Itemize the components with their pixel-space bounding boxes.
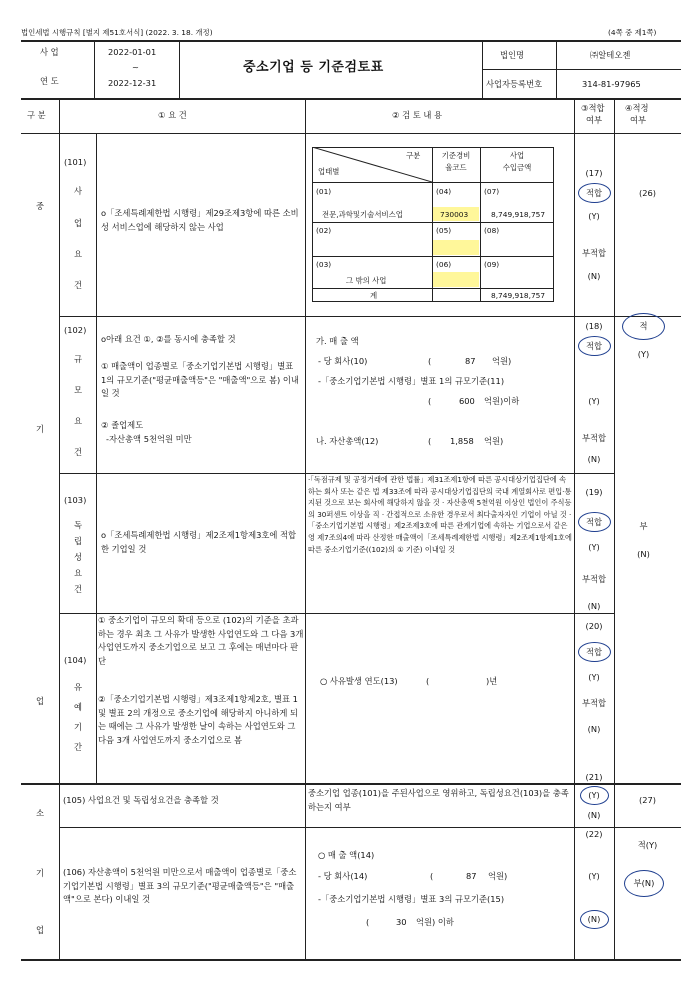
r103-fit-y: (Y) <box>588 542 600 552</box>
r104-fit-y: (Y) <box>588 672 600 682</box>
table-total-label: 계 <box>370 291 378 300</box>
r101-name-char: 사 <box>74 186 83 196</box>
r101-name-char: 요 <box>74 249 83 259</box>
inner-grid-line <box>312 182 554 183</box>
col-header-bottom <box>21 133 681 134</box>
r103-review: ·「독점규제 및 공정거래에 관한 법률」제31조제1항에 따른 공시대상기업집단에 속하는 회사 또는 같은 법 제33조에 따라 공시대상기업집단의 국내 계열회사로 편입·통지된 것으로 보는 회사에 해당하지 않을 것 · 자산총액 5천억원 이상인 법인이 주식등의 30퍼센트 이상을 직 · 간접적으로 소유한 경우로서 최다출자자인 기업이 아닐 것 ·「중소기업기본법 시행령」제2조제3호에 따른 관계기업에 속하는 기업으로서 같은 영 제7조의4에 따라 산정한 매출액이「조세특례제한법 시행령」제2조제1항제1호에 따른 중소기업기준((102)의 ① 기준) 이내일 것 <box>308 475 572 554</box>
r101-unfit-n: (N) <box>587 271 601 281</box>
r106-sales-value: 87 <box>466 871 477 881</box>
col-category: 구 분 <box>27 110 46 120</box>
header-top-border <box>21 40 681 42</box>
r105-fit-y: (Y) <box>588 790 600 800</box>
r104-unfit: 부적합 <box>581 698 607 708</box>
row-line <box>21 783 681 785</box>
r104-name-char: 예 <box>74 702 83 712</box>
r106-fit-y: (Y) <box>588 871 600 881</box>
r103-fit: 적합 <box>585 517 603 527</box>
r106-review: 억원) <box>488 871 508 881</box>
period-start: 2022-01-01 <box>108 47 157 57</box>
table-cell: (05) <box>436 226 452 235</box>
r106-review: ( <box>430 871 434 881</box>
r103-requirement: o「조세특례제한법 시행령」제2조제1항제3호에 적합한 기업일 것 <box>101 530 297 554</box>
r103-name-char: 독 <box>74 520 83 530</box>
r102-fit-y: (Y) <box>588 396 600 406</box>
table-cell: 전문,과학및기술서비스업 <box>322 210 403 219</box>
col-requirement: ① 요 건 <box>158 110 187 120</box>
r101-requirement: o「조세특례제한법 시행령」제29조제3항에 따른 소비성 서비스업에 해당하지 않는 사업 <box>101 208 299 232</box>
table-cell: 730003 <box>440 210 469 219</box>
col-fit-line2: 여부 <box>586 115 603 125</box>
r101-appr-no: (26) <box>638 188 657 198</box>
r106-requirement: (106) 자산총액이 5천억원 미만으로서 매출액이 업종별로「중소기업기본법 시행령」별표 3의 규모기준("평균매출액등"은 "매출액"으로 본다) 이내일 것 <box>63 867 297 904</box>
r102-req1: ① 매출액이 업종별로「중소기업기본법 시행령」별표 1의 규모기준("평균매출액등"은 "매출액"으로 봄) 이내일 것 <box>101 361 299 398</box>
r106-review: ( <box>366 917 370 927</box>
table-col-code-1: 기준경비 <box>441 151 471 160</box>
r104-code: (104) <box>64 655 87 665</box>
biz-reg-label: 사업자등록번호 <box>486 79 543 89</box>
table-cell: (06) <box>436 260 452 269</box>
grid-line <box>96 133 97 783</box>
r106-appr-n: 부(N) <box>633 878 655 888</box>
inner-grid-line <box>312 256 554 257</box>
col-appr-line2: 여부 <box>630 115 647 125</box>
year-label: 연 도 <box>40 76 59 86</box>
r102-review: ( <box>428 436 432 446</box>
r106-appr: 적(Y) <box>637 840 658 850</box>
r102-name-char: 모 <box>74 385 83 395</box>
r102-asset-value: 1,858 <box>450 436 474 446</box>
r105-fit-no: (21) <box>585 772 603 782</box>
r106-size-standard: 30 <box>396 917 407 927</box>
r106-fit-no: (22) <box>585 829 603 839</box>
corp-name: ㈜알테오젠 <box>590 50 631 60</box>
r103-name-char: 성 <box>74 552 83 562</box>
table-cell: (08) <box>484 226 500 235</box>
r101-name-char: 업 <box>74 218 83 228</box>
business-year-label: 사 업 <box>40 47 59 57</box>
r102-appr-y: (Y) <box>637 349 650 359</box>
r103-name-char: 요 <box>74 568 83 578</box>
r106-review: -「중소기업기본법 시행령」별표 3의 규모기준(15) <box>318 894 505 904</box>
inner-grid-line <box>312 288 554 289</box>
table-cell: 8,749,918,757 <box>491 210 546 219</box>
r102-name-char: 요 <box>74 416 83 426</box>
table-col-amt-1: 사업 <box>509 151 525 160</box>
r102-review: ( <box>428 356 432 366</box>
r102-review: 억원)이하 <box>484 396 520 406</box>
row-line <box>59 316 681 317</box>
r104-fit-no: (20) <box>585 621 603 631</box>
r102-review: -「중소기업기본법 시행령」별표 1의 규모기준(11) <box>318 376 505 386</box>
r102-review: ( <box>428 396 432 406</box>
side-small-3: 업 <box>36 925 45 935</box>
table-cell: 그 밖의 사업 <box>346 276 387 285</box>
r104-review: ○ 사유발생 연도(13) <box>320 676 398 686</box>
r101-code: (101) <box>64 157 87 167</box>
r102-review: 나. 자산총액(12) <box>316 436 379 446</box>
r102-name-char: 규 <box>74 354 83 364</box>
grid-line <box>59 98 60 960</box>
period-end: 2022-12-31 <box>108 78 157 88</box>
r103-name-char: 건 <box>74 584 83 594</box>
r102-review: 억원) <box>484 436 504 446</box>
grid-line <box>305 98 306 960</box>
r102-unfit-n: (N) <box>587 454 601 464</box>
r102-appr: 적 <box>639 321 648 331</box>
biz-reg-number: 314-81-97965 <box>582 79 641 89</box>
form-reference: 법인세법 시행규칙 [별지 제51호서식] (2022. 3. 18. 개정) <box>21 28 213 37</box>
r102-review: - 당 회사(10) <box>318 356 368 366</box>
r103-appr-n: (N) <box>637 549 650 559</box>
r104-review: )년 <box>486 676 498 686</box>
side-small-2: 기 <box>36 868 45 878</box>
header-divider <box>179 40 180 98</box>
table-cell: (01) <box>316 187 332 196</box>
row-line <box>59 827 681 828</box>
r101-fit-no: (17) <box>585 168 603 178</box>
table-total-amount: 8,749,918,757 <box>491 291 546 300</box>
col-appr-line1: ④적정 <box>625 103 649 113</box>
r102-req2-a: ② 졸업제도 <box>101 420 144 430</box>
table-diag-bottom: 업태별 <box>318 167 340 176</box>
r102-review: 가. 매 출 액 <box>316 336 359 346</box>
table-cell: (09) <box>484 260 500 269</box>
r101-code-highlight <box>433 240 479 255</box>
header-divider <box>94 40 95 98</box>
table-bottom-border <box>21 959 681 961</box>
col-review: ② 검 토 내 용 <box>392 110 443 120</box>
r105-fit-n: (N) <box>587 810 601 820</box>
r104-name-char: 기 <box>74 722 83 732</box>
side-small-1: 소 <box>36 808 45 818</box>
r103-appr: 부 <box>639 521 648 531</box>
table-col-code-2: 율코드 <box>445 163 467 172</box>
table-cell: (04) <box>436 187 452 196</box>
header-bottom-border <box>21 98 681 100</box>
r105-review: 중소기업 업종(101)을 주된사업으로 영위하고, 독립성요건(103)을 충족하는지 여부 <box>308 788 569 812</box>
r102-fit-no: (18) <box>585 321 603 331</box>
r102-fit: 적합 <box>585 341 603 351</box>
r104-fit: 적합 <box>585 647 603 657</box>
r104-name-char: 간 <box>74 742 83 752</box>
r104-req2: ②「중소기업기본법 시행령」제3조제1항제2호, 별표 1 및 별표 2의 개정으로 중소기업에 해당하지 아니하게 되는 때에는 그 사유가 발생한 날이 속하는 사업연도와 그 다음 3개 사업연도까지 중소기업으로 봄 <box>98 694 299 745</box>
r102-size-standard: 600 <box>459 396 475 406</box>
r102-review: 억원) <box>492 356 512 366</box>
table-cell: (02) <box>316 226 332 235</box>
table-col-amt-2: 수입금액 <box>502 163 532 172</box>
r105-appr-no: (27) <box>638 795 657 805</box>
r106-review: ○ 매 출 액(14) <box>318 850 375 860</box>
side-sme-2: 기 <box>36 424 45 434</box>
r104-review: ( <box>426 676 430 686</box>
form-title: 중소기업 등 기준검토표 <box>243 60 384 75</box>
r104-req1: ① 중소기업이 규모의 확대 등으로 (102)의 기준을 초과하는 경우 최초 그 사유가 발생한 사업연도와 그 다음 3개 사업연도까지 중소기업으로 보고 그 후에는 매년마다 판단 <box>98 615 304 666</box>
r104-unfit-n: (N) <box>587 724 601 734</box>
r106-fit-n: (N) <box>587 914 601 924</box>
r102-name-char: 건 <box>74 447 83 457</box>
r101-fit: 적합 <box>585 188 603 198</box>
r102-code: (102) <box>64 325 87 335</box>
period-tilde: ~ <box>132 62 139 72</box>
r105-requirement: (105) 사업요건 및 독립성요건을 충족할 것 <box>63 795 219 805</box>
r101-unfit: 부적합 <box>581 248 607 258</box>
r106-review: - 당 회사(14) <box>318 871 368 881</box>
side-sme-1: 중 <box>36 201 45 211</box>
r103-fit-no: (19) <box>585 487 603 497</box>
r104-name-char: 유 <box>74 682 83 692</box>
r102-req2-b: -자산총액 5천억원 미만 <box>106 434 192 444</box>
table-cell: (07) <box>484 187 500 196</box>
table-diag-top: 구분 <box>406 151 421 160</box>
page-info: (4쪽 중 제1쪽) <box>608 28 657 37</box>
header-divider <box>482 69 681 70</box>
inner-grid-line <box>312 222 554 223</box>
r101-code-highlight <box>433 272 479 287</box>
r103-name-char: 립 <box>74 536 83 546</box>
r101-name-char: 건 <box>74 280 83 290</box>
side-sme-3: 업 <box>36 696 45 706</box>
r102-unfit: 부적합 <box>581 433 607 443</box>
r103-unfit-n: (N) <box>587 601 601 611</box>
r103-code: (103) <box>64 495 87 505</box>
r102-sales-value: 87 <box>465 356 476 366</box>
col-fit-line1: ③적합 <box>581 103 605 113</box>
r101-fit-y: (Y) <box>588 211 600 221</box>
r106-review: 억원) 이하 <box>416 917 454 927</box>
r103-unfit: 부적합 <box>581 574 607 584</box>
corp-name-label: 법인명 <box>500 50 525 60</box>
table-cell: (03) <box>316 260 332 269</box>
r102-intro: o아래 요건 ①, ②를 동시에 충족할 것 <box>101 334 236 344</box>
